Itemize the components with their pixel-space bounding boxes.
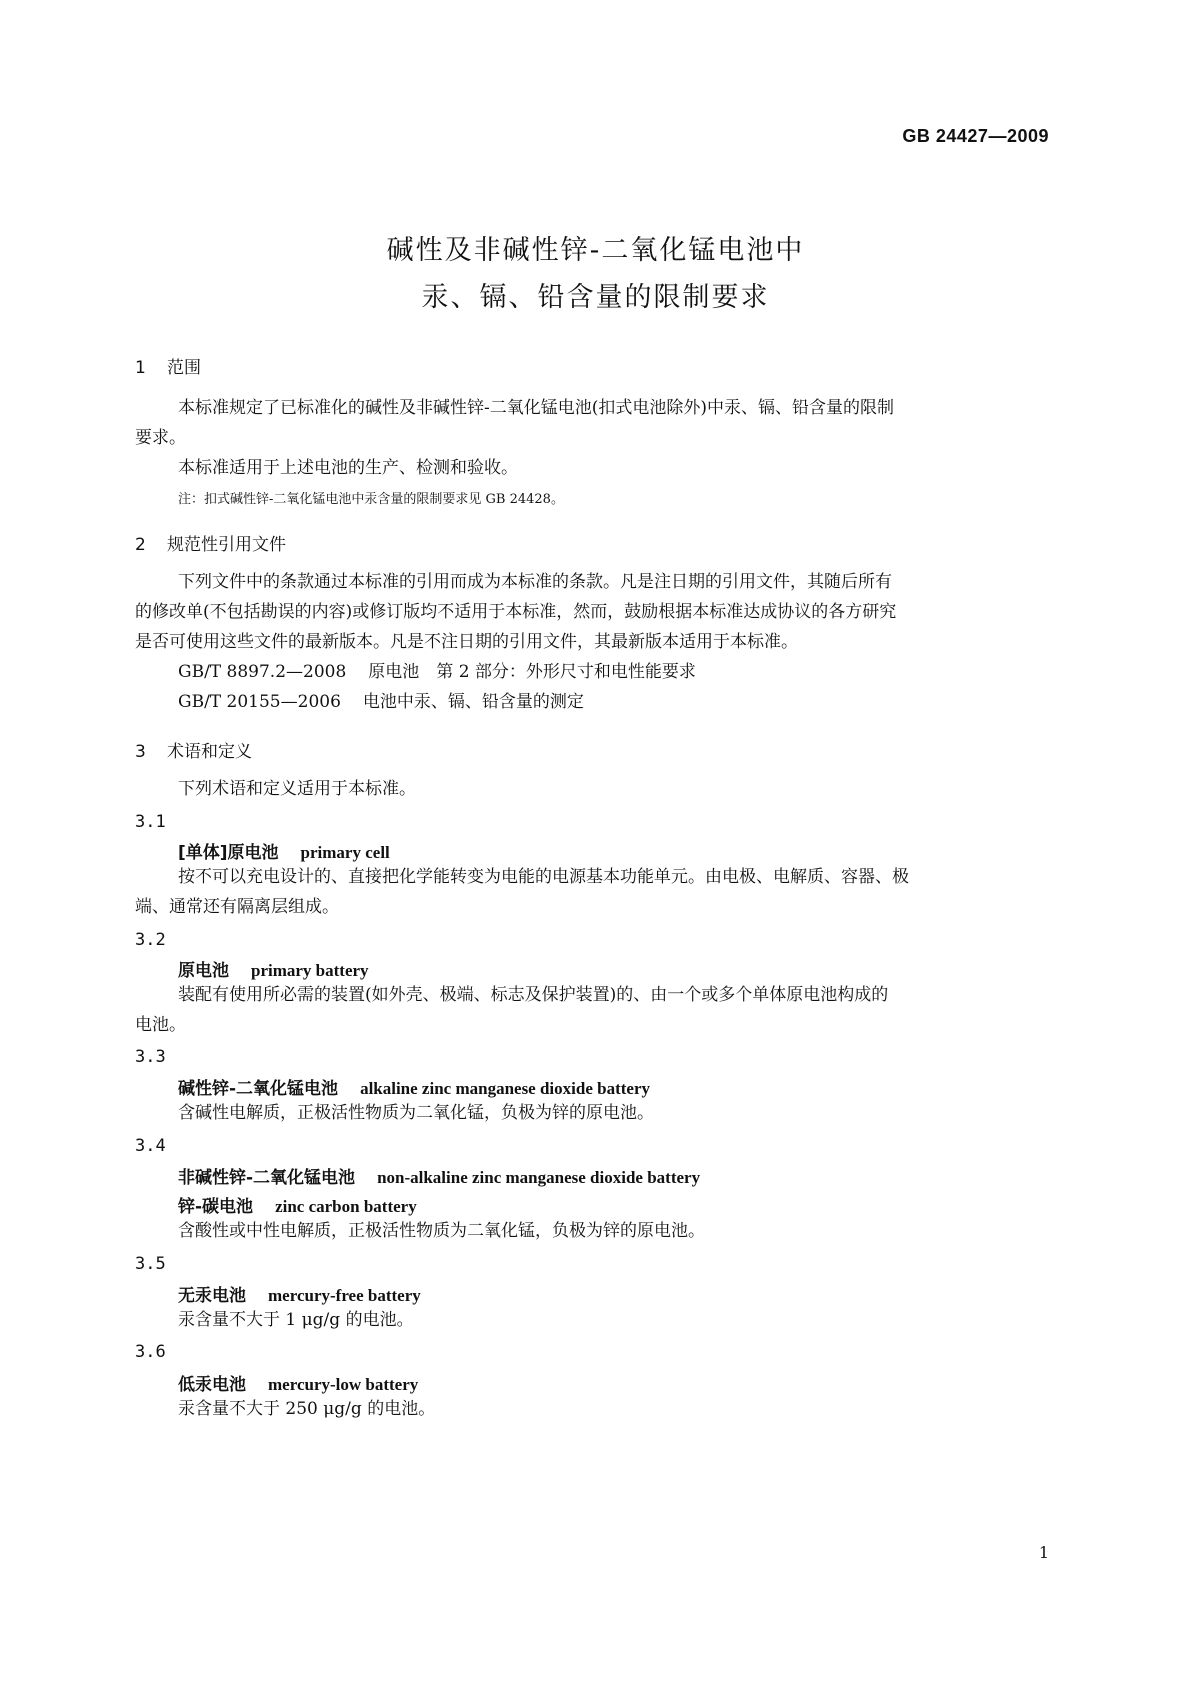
term-definition-line-1: 装配有使用所必需的装置(如外壳、极端、标志及保护装置)的、由一个或多个单体原电池构成的 xyxy=(178,985,889,1005)
term-number: 3.3 xyxy=(135,1047,166,1067)
term-definition-line-1: 按不可以充电设计的、直接把化学能转变为电能的电源基本功能单元。由电极、电解质、容器、极 xyxy=(178,867,909,887)
section-1-heading xyxy=(135,353,201,378)
term-definition-line-1: 含酸性或中性电解质，正极活性物质为二氧化锰，负极为锌的原电池。 xyxy=(178,1221,705,1241)
term-en: mercury-low battery xyxy=(268,1375,419,1394)
term-heading xyxy=(178,838,390,863)
reference-title: 原电池 第 2 部分：外形尺寸和电性能要求 xyxy=(368,662,696,682)
term-en: alkaline zinc manganese dioxide battery xyxy=(360,1079,651,1098)
term-heading xyxy=(178,1281,421,1306)
section-number: 3 xyxy=(135,742,146,762)
term-definition-line-1: 含碱性电解质，正极活性物质为二氧化锰，负极为锌的原电池。 xyxy=(178,1103,654,1123)
section-3-heading xyxy=(135,737,252,762)
term-zh: 无汞电池 xyxy=(178,1286,246,1306)
section-2-paragraph-line-2: 的修改单(不包括勘误的内容)或修订版均不适用于本标准，然而，鼓励根据本标准达成协议的各方研究 xyxy=(135,602,897,622)
document-title-line-2: 汞、镉、铅含量的限制要求 xyxy=(421,282,770,313)
reference-item xyxy=(178,656,696,688)
section-title: 规范性引用文件 xyxy=(167,535,286,555)
section-number: 1 xyxy=(135,358,146,378)
term-number: 3.6 xyxy=(135,1342,166,1362)
term-zh: 低汞电池 xyxy=(178,1375,246,1395)
reference-code: GB/T 20155—2006 xyxy=(178,692,341,712)
section-1-paragraph-1-line-1: 本标准规定了已标准化的碱性及非碱性锌-二氧化锰电池(扣式电池除外)中汞、镉、铅含量的限制 xyxy=(178,398,895,418)
term-number: 3.4 xyxy=(135,1136,166,1156)
term-definition-line-1: 汞含量不大于 1 μg/g 的电池。 xyxy=(178,1310,414,1330)
page-number: 1 xyxy=(1038,1543,1049,1562)
term-zh: 锌-碳电池 xyxy=(178,1197,254,1217)
term-en: mercury-free battery xyxy=(268,1286,421,1305)
section-number: 2 xyxy=(135,535,146,555)
document-title-line-1: 碱性及非碱性锌-二氧化锰电池中 xyxy=(386,235,805,266)
section-3-intro: 下列术语和定义适用于本标准。 xyxy=(178,779,416,799)
term-en: non-alkaline zinc manganese dioxide battery xyxy=(377,1168,701,1187)
reference-title: 电池中汞、镉、铅含量的测定 xyxy=(362,692,584,712)
term-alt-heading xyxy=(178,1192,417,1217)
section-1-paragraph-2: 本标准适用于上述电池的生产、检测和验收。 xyxy=(178,458,518,478)
term-zh: [单体]原电池 xyxy=(178,843,279,863)
section-2-heading xyxy=(135,530,286,555)
reference-code: GB/T 8897.2—2008 xyxy=(178,662,347,682)
term-definition-line-2: 端、通常还有隔离层组成。 xyxy=(135,897,339,917)
section-title: 范围 xyxy=(167,358,201,378)
term-heading xyxy=(178,1370,418,1395)
term-zh: 碱性锌-二氧化锰电池 xyxy=(178,1079,339,1099)
term-zh: 原电池 xyxy=(178,961,229,981)
term-definition-line-1: 汞含量不大于 250 μg/g 的电池。 xyxy=(178,1399,436,1419)
term-number: 3.1 xyxy=(135,812,166,832)
section-title: 术语和定义 xyxy=(167,742,252,762)
term-zh: 非碱性锌-二氧化锰电池 xyxy=(178,1168,356,1188)
term-number: 3.5 xyxy=(135,1254,166,1274)
term-heading xyxy=(178,1163,700,1188)
term-en: primary cell xyxy=(300,843,390,862)
reference-item xyxy=(178,686,584,718)
term-en: primary battery xyxy=(251,961,369,980)
section-1-paragraph-1-line-2: 要求。 xyxy=(135,428,186,448)
standard-number: GB 24427—2009 xyxy=(902,126,1049,146)
section-2-paragraph-line-1: 下列文件中的条款通过本标准的引用而成为本标准的条款。凡是注日期的引用文件，其随后所有 xyxy=(178,572,892,592)
term-number: 3.2 xyxy=(135,930,166,950)
term-definition-line-2: 电池。 xyxy=(135,1015,186,1035)
section-1-note: 注：扣式碱性锌-二氧化锰电池中汞含量的限制要求见 GB 24428。 xyxy=(178,492,564,507)
section-2-paragraph-line-3: 是否可使用这些文件的最新版本。凡是不注日期的引用文件，其最新版本适用于本标准。 xyxy=(135,632,798,652)
term-en: zinc carbon battery xyxy=(275,1197,417,1216)
term-heading xyxy=(178,956,369,981)
term-heading xyxy=(178,1074,650,1099)
